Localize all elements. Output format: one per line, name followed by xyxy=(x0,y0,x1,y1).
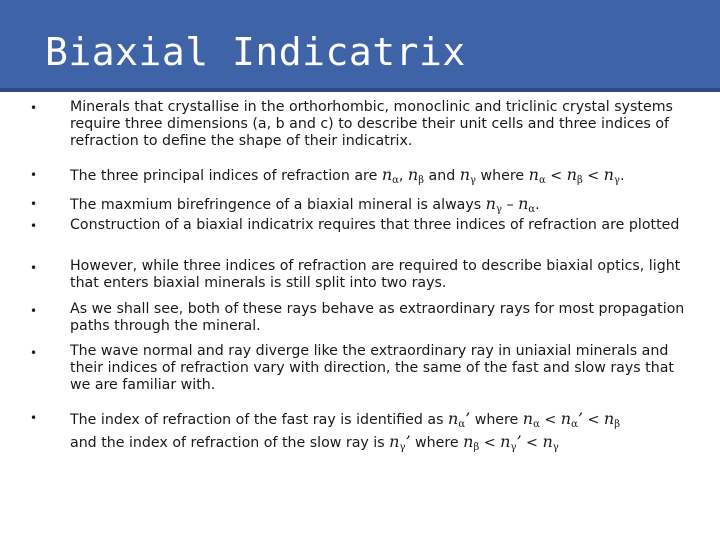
item-text: The three principal indices of refraction are xyxy=(70,168,382,184)
n-beta-symbol: $n_\beta$ xyxy=(603,409,620,430)
n-gamma-symbol: $n_\gamma$ xyxy=(485,194,502,215)
n-alpha-symbol: $n_\alpha$ xyxy=(518,194,536,215)
n-alpha-symbol: $n_\alpha$ xyxy=(522,409,540,430)
n-beta-symbol: $n_\beta$ xyxy=(463,432,480,453)
list-item: The maxmium birefringence of a biaxial mineral is always $n_\gamma - n_\alpha$. xyxy=(70,194,540,215)
n-alpha-prime-symbol: $n_\alpha$’ xyxy=(560,409,583,430)
item-text: The wave normal and ray diverge like the extraordinary ray in uniaxial minerals and their indices of refraction vary with direction, the same of the fast and slow rays that we are familiar with. xyxy=(70,343,674,393)
list-item xyxy=(70,217,690,234)
item-text: The index of refraction of the fast ray is identified as xyxy=(70,412,449,428)
bullet-icon: • xyxy=(30,346,38,360)
n-gamma-symbol: $n_\gamma$ xyxy=(542,432,559,453)
n-gamma-symbol: $n_\gamma$ xyxy=(459,165,477,186)
n-gamma-prime-symbol: $n_\gamma$’ xyxy=(500,432,522,453)
item-text: Construction of a biaxial indicatrix requires that three indices of refraction are plotted xyxy=(70,217,680,233)
bullet-icon: • xyxy=(30,168,38,182)
list-item xyxy=(70,343,690,394)
n-gamma-symbol: $n_\gamma$ xyxy=(603,165,620,186)
bullet-icon: • xyxy=(30,101,38,115)
item-text: and the index of refraction of the slow ray is xyxy=(70,435,390,451)
bullet-icon: • xyxy=(30,411,38,425)
list-item xyxy=(70,301,690,335)
title-bar-divider xyxy=(0,88,720,92)
bullet-icon: • xyxy=(30,197,38,211)
list-item xyxy=(70,258,690,292)
item-text: Minerals that crystallise in the orthorhombic, monoclinic and triclinic crystal systems require three dimensions (a, b and c) to describe their unit cells and three indices of refraction to define the shape of their indicatrix. xyxy=(70,99,673,149)
item-text: The maxmium birefringence of a biaxial mineral is always xyxy=(70,197,486,213)
n-gamma-prime-symbol: $n_\gamma$’ xyxy=(389,432,411,453)
n-beta-symbol: $n_\beta$ xyxy=(407,165,425,186)
list-item: The three principal indices of refraction are $n_\alpha$, $n_\beta$ and $n_\gamma$ where $n_\alpha < n_\beta < n_\gamma$. xyxy=(70,165,625,186)
n-alpha-symbol: $n_\alpha$ xyxy=(381,165,399,186)
item-text: However, while three indices of refraction are required to describe biaxial optics, light that enters biaxial minerals is still split into two rays. xyxy=(70,258,681,291)
list-item: The index of refraction of the fast ray is identified as $n_\alpha$’ where $n_\alpha < n_\alpha$’ < $n_\beta$ and the index of refraction of the slow ray is $n_\gamma$’ where $n_\beta < n_\gamma$’ < $n_\gamma$ xyxy=(70,409,620,453)
n-alpha-prime-symbol: $n_\alpha$’ xyxy=(448,409,471,430)
n-beta-symbol: $n_\beta$ xyxy=(566,165,583,186)
slide-title: Biaxial Indicatrix xyxy=(45,30,466,74)
item-text: As we shall see, both of these rays behave as extraordinary rays for most propagation paths through the mineral. xyxy=(70,301,685,334)
bullet-icon: • xyxy=(30,219,38,233)
bullet-icon: • xyxy=(30,304,38,318)
list-item xyxy=(70,99,690,150)
n-alpha-symbol: $n_\alpha$ xyxy=(528,165,546,186)
bullet-icon: • xyxy=(30,261,38,275)
